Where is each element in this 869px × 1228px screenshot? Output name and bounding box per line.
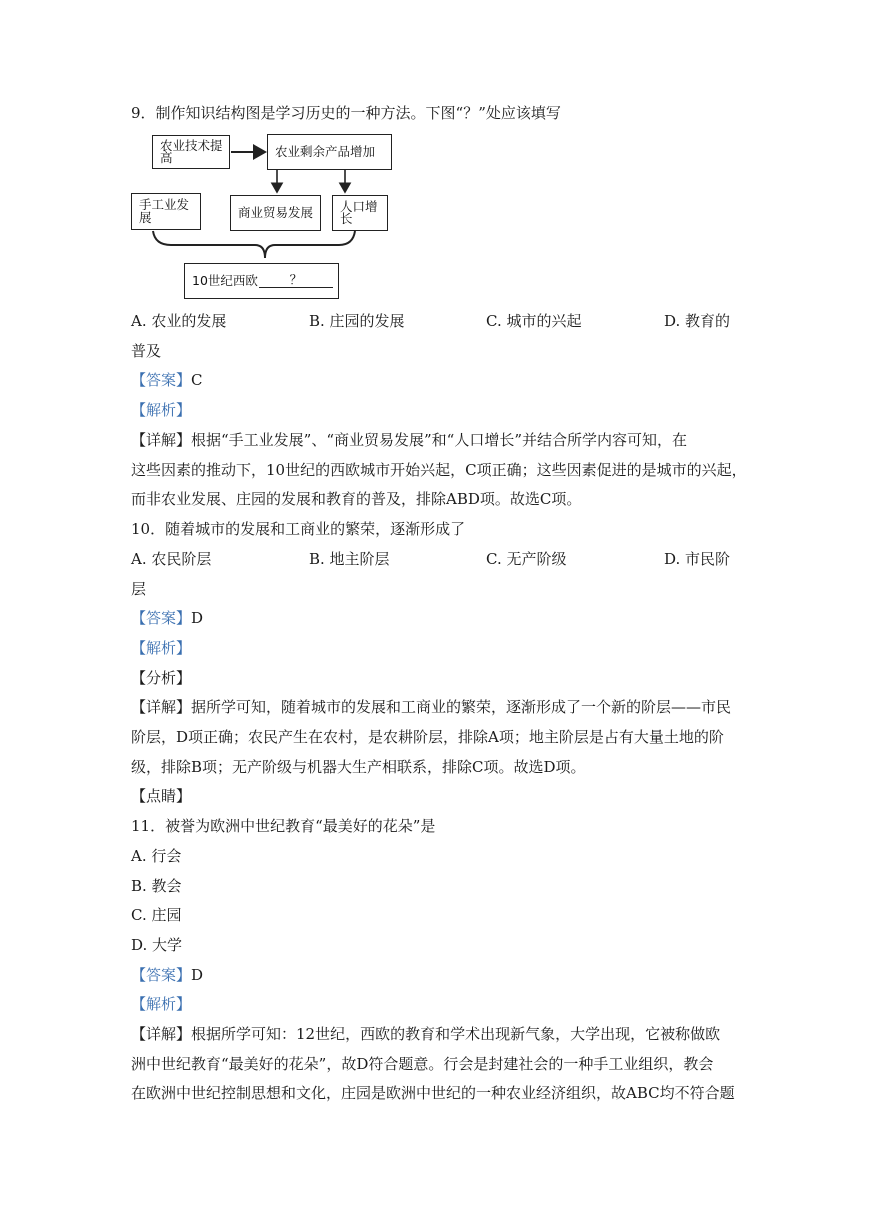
q9-answer <box>131 370 203 390</box>
q11-option-b: B. 教会 <box>131 877 182 895</box>
q11-stem: 11．被誉为欧洲中世纪教育“最美好的花朵”是 <box>131 817 436 835</box>
q10-option-d: D. 市民阶 <box>664 550 731 568</box>
q9-option-d-wrap: 普及 <box>131 342 162 360</box>
q11-detail-line-3: 在欧洲中世纪控制思想和文化，庄园是欧洲中世纪的一种农业经济组织，故ABC均不符合题 <box>131 1084 735 1102</box>
box-commerce: 商业贸易发展 <box>230 195 321 231</box>
q9-stem: 9．制作知识结构图是学习历史的一种方法。下图“？”处应该填写 <box>131 104 561 122</box>
answer-value: D <box>191 609 204 627</box>
q11-answer <box>131 965 203 985</box>
q11-option-c: C. 庄园 <box>131 906 182 924</box>
box-population: 人口增长 <box>332 195 388 231</box>
q9-option-b: B. 庄园的发展 <box>309 312 405 330</box>
q9-detail-line-2: 这些因素的推动下，10世纪的西欧城市开始兴起，C项正确；这些因素促进的是城市的兴起， <box>131 461 747 479</box>
q10-detail-line-3: 级，排除B项；无产阶级与机器大生产相联系，排除C项。故选D项。 <box>131 758 586 776</box>
answer-label: 【答案】 <box>131 609 192 627</box>
answer-label: 【答案】 <box>131 371 192 389</box>
answer-label: 【答案】 <box>131 966 192 984</box>
box-10th-century <box>184 263 339 299</box>
q9-option-a: A. 农业的发展 <box>131 312 227 330</box>
answer-value: D <box>191 966 204 984</box>
brace-connector <box>153 231 355 258</box>
q10-option-a: A. 农民阶层 <box>131 550 212 568</box>
q10-fenxi-label: 【分析】 <box>131 669 192 687</box>
q10-option-b: B. 地主阶层 <box>309 550 390 568</box>
q11-detail-line-2: 洲中世纪教育“最美好的花朵”，故D符合题意。行会是封建社会的一种手工业组织，教会 <box>131 1055 714 1073</box>
q11-option-a: A. 行会 <box>131 847 182 865</box>
q9-detail-line-3: 而非农业发展、庄园的发展和教育的普及，排除ABD项。故选C项。 <box>131 490 582 508</box>
q10-analysis-label: 【解析】 <box>131 639 192 657</box>
question-blank: ？ <box>259 274 333 289</box>
answer-value: C <box>191 371 203 389</box>
q9-detail-line-1: 【详解】根据“手工业发展”、“商业贸易发展”和“人口增长”并结合所学内容可知，在 <box>131 431 688 449</box>
q9-option-c: C. 城市的兴起 <box>486 312 582 330</box>
q9-option-d: D. 教育的 <box>664 312 731 330</box>
q9-analysis-label: 【解析】 <box>131 401 192 419</box>
box-agri-surplus: 农业剩余产品增加 <box>267 134 392 170</box>
box-agri-tech: 农业技术提高 <box>152 135 230 169</box>
q10-detail-line-1: 【详解】据所学可知，随着城市的发展和工商业的繁荣，逐渐形成了一个新的阶层——市民 <box>131 698 732 716</box>
q10-option-c: C. 无产阶级 <box>486 550 567 568</box>
q10-answer <box>131 608 203 628</box>
q10-dianjing-label: 【点睛】 <box>131 787 192 805</box>
knowledge-structure-diagram <box>131 128 401 306</box>
q10-option-d-wrap: 层 <box>131 580 147 598</box>
q10-detail-line-2: 阶层，D项正确；农民产生在农村，是农耕阶层，排除A项；地主阶层是占有大量土地的阶 <box>131 728 724 746</box>
box-handicraft: 手工业发展 <box>131 193 201 230</box>
q10-stem: 10．随着城市的发展和工商业的繁荣，逐渐形成了 <box>131 520 466 538</box>
q11-analysis-label: 【解析】 <box>131 995 192 1013</box>
box-10th-century-label: 10世纪西欧 <box>192 272 258 288</box>
q11-detail-line-1: 【详解】根据所学可知：12世纪，西欧的教育和学术出现新气象，大学出现，它被称做欧 <box>131 1025 721 1043</box>
q11-option-d: D. 大学 <box>131 936 183 954</box>
